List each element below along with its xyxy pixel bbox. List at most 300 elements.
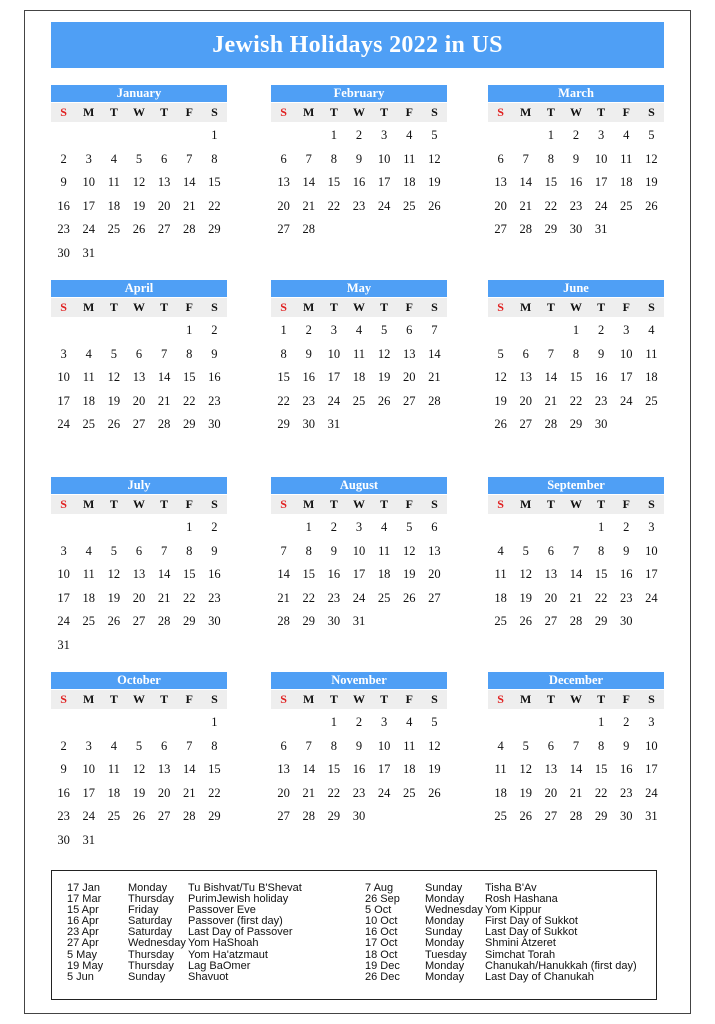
day-cell: 21 [157, 393, 171, 408]
day-cell: 11 [403, 151, 416, 166]
holiday-day: Thursday [128, 959, 174, 972]
holiday-day: Monday [425, 915, 465, 928]
weekday-label: M [303, 497, 315, 511]
day-cell: 28 [302, 809, 315, 824]
weekday-row [271, 103, 447, 122]
holiday-date: 10 Oct [365, 915, 398, 928]
day-cell: 18 [494, 590, 507, 605]
empty-cell [513, 124, 538, 148]
weekday-label: W [569, 300, 582, 314]
empty-cell [488, 319, 513, 343]
holiday-name: Chanukah/Hanukkah (first day) [485, 959, 637, 972]
day-cell: 27 [277, 222, 290, 237]
day-cell: 18 [107, 198, 121, 213]
day-cell: 23 [208, 590, 221, 605]
day-cell: 2 [355, 715, 363, 730]
day-cell: 11 [107, 762, 120, 777]
weekday-row [51, 103, 227, 122]
day-cell: 17 [82, 198, 95, 213]
weekday-label: T [380, 105, 389, 119]
holiday-name: Tu Bishvat/Tu B'Shevat [188, 882, 302, 894]
day-cell: 7 [522, 151, 529, 166]
day-cell: 9 [60, 762, 67, 777]
empty-cell [126, 124, 151, 148]
day-cell: 19 [494, 393, 507, 408]
day-cell: 16 [594, 370, 608, 385]
weekday-label: S [497, 692, 504, 706]
holiday-day: Thursday [128, 893, 174, 906]
day-cell: 7 [186, 738, 193, 753]
weekday-label: W [352, 497, 365, 511]
weekday-label: F [622, 105, 630, 119]
holiday-day: Monday [425, 937, 465, 950]
weekday-label: F [622, 300, 630, 314]
day-cell: 16 [352, 175, 366, 190]
holiday-day: Monday [128, 882, 168, 894]
day-cell: 6 [135, 543, 143, 558]
day-cell: 7 [305, 738, 312, 753]
holiday-date: 23 Apr [67, 926, 99, 939]
day-cell: 16 [620, 762, 633, 777]
holiday-date: 17 Mar [67, 893, 102, 906]
day-cell: 9 [623, 738, 630, 753]
day-cell: 11 [645, 346, 658, 361]
day-cell: 25 [494, 614, 507, 629]
day-cell: 19 [519, 785, 532, 800]
weekday-label: M [83, 692, 95, 706]
day-cell: 12 [107, 567, 121, 582]
day-cell: 20 [277, 198, 290, 213]
day-cell: 12 [494, 370, 507, 385]
day-cell: 30 [208, 417, 221, 432]
holiday-date: 7 Aug [365, 882, 394, 894]
day-cell: 10 [377, 151, 391, 166]
holiday-day: Monday [425, 893, 465, 906]
day-cell: 23 [352, 198, 366, 213]
day-cell: 17 [352, 567, 366, 582]
day-cell: 3 [648, 715, 655, 730]
day-cell: 31 [327, 417, 341, 432]
day-grid [271, 516, 447, 634]
empty-cell [152, 711, 177, 735]
day-cell: 19 [645, 175, 658, 190]
day-cell: 10 [377, 738, 391, 753]
weekday-label: W [569, 497, 582, 511]
day-cell: 16 [208, 370, 221, 385]
holiday-date: 5 Oct [365, 904, 392, 917]
month-january [51, 85, 227, 265]
day-cell: 7 [572, 738, 580, 753]
day-cell: 14 [569, 567, 583, 582]
empty-cell [51, 711, 76, 735]
month-header: September [488, 477, 664, 494]
empty-cell [538, 319, 563, 343]
day-cell: 21 [544, 393, 558, 408]
day-cell: 6 [161, 151, 168, 166]
day-cell: 24 [620, 393, 633, 408]
day-cell: 30 [620, 809, 633, 824]
empty-cell [538, 516, 563, 540]
day-cell: 4 [497, 543, 504, 558]
day-cell: 5 [497, 346, 504, 361]
day-cell: 25 [494, 809, 507, 824]
empty-cell [126, 319, 151, 343]
day-cell: 1 [330, 128, 337, 143]
day-cell: 26 [132, 809, 146, 824]
day-cell: 13 [428, 543, 441, 558]
day-cell: 4 [355, 323, 363, 338]
weekday-label: M [520, 692, 532, 706]
weekday-label: M [303, 105, 315, 119]
weekday-label: T [380, 497, 389, 511]
day-cell: 23 [620, 590, 633, 605]
weekday-label: S [60, 105, 67, 119]
day-cell: 13 [277, 175, 290, 190]
day-cell: 1 [211, 128, 218, 143]
day-cell: 21 [183, 198, 196, 213]
day-cell: 15 [208, 175, 221, 190]
day-cell: 7 [280, 543, 287, 558]
holiday-date: 27 Apr [67, 937, 99, 950]
day-cell: 21 [302, 785, 315, 800]
day-cell: 17 [327, 370, 341, 385]
day-cell: 14 [544, 370, 558, 385]
day-cell: 4 [623, 128, 630, 143]
day-cell: 31 [594, 222, 608, 237]
day-cell: 9 [60, 175, 67, 190]
day-cell: 22 [327, 785, 341, 800]
holiday-name: Last Day of Sukkot [485, 926, 578, 939]
empty-cell [76, 319, 101, 343]
day-cell: 25 [107, 222, 121, 237]
day-cell: 17 [377, 762, 391, 777]
weekday-label: T [329, 105, 338, 119]
empty-cell [101, 124, 126, 148]
day-cell: 24 [82, 222, 95, 237]
weekday-label: F [405, 692, 413, 706]
weekday-label: M [83, 300, 95, 314]
day-cell: 6 [280, 738, 287, 753]
day-cell: 6 [547, 543, 554, 558]
day-cell: 11 [82, 567, 95, 582]
day-cell: 24 [377, 785, 391, 800]
day-grid [51, 516, 227, 657]
day-cell: 8 [186, 543, 193, 558]
day-cell: 14 [183, 175, 196, 190]
day-cell: 23 [208, 393, 221, 408]
day-cell: 6 [547, 738, 554, 753]
day-cell: 8 [330, 151, 337, 166]
month-header: February [271, 85, 447, 102]
day-cell: 11 [494, 567, 507, 582]
month-october [51, 672, 227, 852]
day-cell: 20 [544, 785, 558, 800]
day-cell: 27 [544, 809, 558, 824]
day-cell: 21 [157, 590, 171, 605]
day-cell: 6 [161, 738, 168, 753]
month-september [488, 477, 664, 634]
day-cell: 13 [132, 370, 146, 385]
day-cell: 17 [594, 175, 608, 190]
day-cell: 27 [403, 393, 416, 408]
month-header: January [51, 85, 227, 102]
empty-cell [51, 124, 76, 148]
day-cell: 18 [645, 370, 658, 385]
day-cell: 5 [381, 323, 388, 338]
day-cell: 29 [544, 222, 558, 237]
day-cell: 21 [428, 370, 441, 385]
day-grid [271, 711, 447, 829]
day-cell: 3 [623, 323, 630, 338]
day-cell: 16 [569, 175, 583, 190]
day-cell: 17 [82, 785, 95, 800]
day-cell: 11 [494, 762, 507, 777]
holiday-day: Tuesday [425, 948, 467, 961]
day-cell: 18 [403, 762, 416, 777]
day-cell: 25 [403, 198, 416, 213]
weekday-label: S [280, 105, 287, 119]
day-cell: 1 [330, 715, 337, 730]
page-title: Jewish Holidays 2022 in US [51, 22, 664, 68]
weekday-row [271, 298, 447, 317]
day-cell: 14 [183, 762, 196, 777]
day-cell: 8 [598, 738, 605, 753]
weekday-label: S [431, 300, 438, 314]
weekday-label: S [497, 105, 504, 119]
day-cell: 2 [60, 151, 67, 166]
holiday-day: Thursday [128, 948, 174, 961]
weekday-row [271, 690, 447, 709]
weekday-label: T [109, 300, 118, 314]
holiday-row [365, 972, 655, 983]
weekday-label: S [648, 497, 655, 511]
day-cell: 6 [431, 520, 438, 535]
day-cell: 29 [327, 809, 341, 824]
day-cell: 15 [208, 762, 221, 777]
month-july [51, 477, 227, 657]
day-cell: 30 [569, 222, 583, 237]
weekday-label: M [83, 105, 95, 119]
weekday-label: T [597, 692, 606, 706]
day-cell: 17 [57, 393, 70, 408]
day-cell: 13 [157, 175, 171, 190]
weekday-label: M [520, 105, 532, 119]
day-cell: 20 [157, 785, 171, 800]
weekday-label: W [132, 105, 145, 119]
day-cell: 23 [302, 393, 315, 408]
day-cell: 4 [381, 520, 388, 535]
weekday-row [271, 495, 447, 514]
day-cell: 24 [645, 590, 658, 605]
day-cell: 18 [82, 590, 95, 605]
day-cell: 1 [598, 520, 605, 535]
holiday-name: Passover Eve [188, 904, 256, 917]
day-cell: 9 [355, 738, 363, 753]
weekday-label: W [132, 692, 145, 706]
day-cell: 9 [305, 346, 312, 361]
weekday-label: T [109, 105, 118, 119]
day-cell: 23 [569, 198, 583, 213]
day-cell: 26 [132, 222, 146, 237]
day-cell: 11 [352, 346, 366, 361]
day-cell: 26 [428, 785, 441, 800]
day-cell: 4 [406, 715, 413, 730]
month-march [488, 85, 664, 242]
day-cell: 24 [57, 614, 70, 629]
weekday-label: T [546, 692, 555, 706]
holiday-date: 17 Jan [67, 882, 101, 894]
empty-cell [271, 711, 296, 735]
empty-cell [152, 319, 177, 343]
day-cell: 21 [302, 198, 315, 213]
day-cell: 31 [57, 637, 70, 652]
day-cell: 28 [428, 393, 441, 408]
day-cell: 22 [327, 198, 341, 213]
day-cell: 8 [598, 543, 605, 558]
day-cell: 28 [302, 222, 315, 237]
day-cell: 3 [85, 738, 92, 753]
weekday-label: F [185, 300, 193, 314]
day-cell: 19 [403, 567, 416, 582]
day-cell: 4 [648, 323, 655, 338]
weekday-row [51, 690, 227, 709]
day-cell: 5 [648, 128, 655, 143]
day-cell: 12 [428, 738, 441, 753]
day-cell: 12 [132, 762, 146, 777]
empty-cell [513, 516, 538, 540]
day-cell: 18 [403, 175, 416, 190]
day-cell: 26 [107, 614, 121, 629]
month-may [271, 280, 447, 437]
holiday-name: Rosh Hashana [485, 893, 558, 906]
holiday-date: 26 Dec [365, 970, 400, 983]
day-cell: 29 [594, 809, 608, 824]
day-cell: 26 [377, 393, 391, 408]
day-cell: 1 [547, 128, 554, 143]
holiday-list-left [67, 883, 367, 983]
weekday-label: T [329, 497, 338, 511]
day-cell: 20 [428, 567, 441, 582]
day-cell: 20 [132, 393, 146, 408]
day-cell: 29 [277, 417, 290, 432]
weekday-label: T [597, 497, 606, 511]
day-cell: 3 [381, 715, 388, 730]
day-cell: 31 [645, 809, 658, 824]
day-cell: 14 [277, 567, 290, 582]
weekday-label: S [280, 300, 287, 314]
day-cell: 11 [620, 151, 633, 166]
day-cell: 26 [428, 198, 441, 213]
day-cell: 3 [355, 520, 363, 535]
month-august [271, 477, 447, 634]
day-cell: 13 [403, 346, 416, 361]
empty-cell [271, 516, 296, 540]
day-cell: 17 [645, 762, 658, 777]
day-cell: 28 [157, 614, 171, 629]
day-cell: 8 [330, 738, 337, 753]
weekday-label: W [569, 692, 582, 706]
weekday-label: M [303, 692, 315, 706]
day-cell: 27 [494, 222, 507, 237]
empty-cell [76, 124, 101, 148]
day-cell: 20 [403, 370, 416, 385]
day-cell: 21 [519, 198, 532, 213]
day-cell: 24 [82, 809, 95, 824]
day-cell: 19 [107, 393, 121, 408]
weekday-label: F [405, 497, 413, 511]
weekday-label: T [329, 692, 338, 706]
weekday-label: S [648, 300, 655, 314]
weekday-row [488, 495, 664, 514]
day-cell: 30 [57, 832, 70, 847]
weekday-label: S [497, 300, 504, 314]
day-cell: 1 [572, 323, 580, 338]
holiday-row [67, 950, 367, 961]
day-cell: 29 [569, 417, 583, 432]
holiday-date: 16 Oct [365, 926, 398, 939]
day-cell: 2 [305, 323, 312, 338]
day-cell: 27 [428, 590, 441, 605]
day-cell: 22 [183, 393, 196, 408]
day-cell: 15 [594, 567, 608, 582]
day-cell: 15 [594, 762, 608, 777]
day-cell: 3 [381, 128, 388, 143]
holiday-date: 5 May [67, 948, 97, 961]
day-cell: 13 [544, 762, 558, 777]
holiday-date: 19 Dec [365, 959, 400, 972]
day-cell: 15 [569, 370, 583, 385]
day-cell: 5 [135, 738, 143, 753]
weekday-label: T [546, 105, 555, 119]
day-cell: 3 [60, 346, 67, 361]
day-cell: 5 [522, 543, 529, 558]
day-cell: 9 [355, 151, 363, 166]
holiday-day: Monday [425, 959, 465, 972]
day-cell: 12 [428, 151, 441, 166]
day-cell: 10 [620, 346, 633, 361]
day-cell: 9 [598, 346, 605, 361]
day-cell: 11 [378, 543, 391, 558]
day-cell: 2 [211, 323, 218, 338]
day-cell: 16 [620, 567, 633, 582]
day-cell: 10 [352, 543, 366, 558]
day-cell: 13 [544, 567, 558, 582]
empty-cell [51, 516, 76, 540]
day-cell: 2 [60, 738, 67, 753]
empty-cell [152, 124, 177, 148]
weekday-label: S [211, 497, 218, 511]
weekday-label: T [329, 300, 338, 314]
day-cell: 8 [280, 346, 287, 361]
day-cell: 4 [497, 738, 504, 753]
day-cell: 8 [305, 543, 312, 558]
day-cell: 2 [598, 323, 605, 338]
day-cell: 26 [494, 417, 507, 432]
weekday-label: T [546, 497, 555, 511]
day-cell: 8 [211, 738, 218, 753]
holiday-name: Yom Ha'atzmaut [188, 948, 268, 961]
holiday-name: Shavuot [188, 970, 229, 983]
day-cell: 22 [594, 590, 608, 605]
day-cell: 9 [623, 543, 630, 558]
holiday-day: Saturday [128, 915, 173, 928]
day-cell: 18 [352, 370, 366, 385]
day-cell: 3 [85, 151, 92, 166]
month-header: July [51, 477, 227, 494]
month-header: December [488, 672, 664, 689]
day-cell: 2 [623, 715, 630, 730]
day-cell: 4 [85, 543, 92, 558]
